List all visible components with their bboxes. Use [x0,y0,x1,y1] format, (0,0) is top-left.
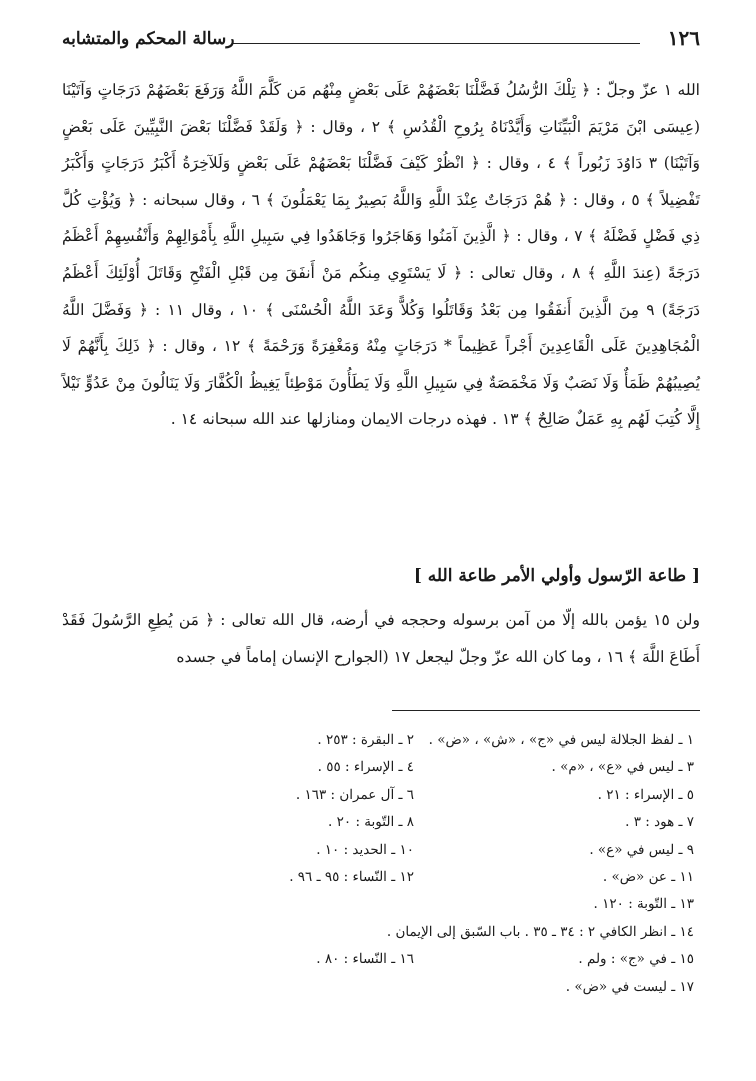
footnote [134,891,414,918]
footnote: ١٦ ـ النّساء : ٨٠ . [316,951,414,968]
section-heading: [ طاعة الرّسول وأولي الأمر طاعة الله ] [413,566,700,586]
footnote: ١٢ ـ النّساء : ٩٥ ـ ٩٦ . [289,868,414,885]
footnote [134,974,414,1001]
footnote: ٦ ـ آل عمران : ١٦٣ . [295,786,414,803]
page-number: ١٢٦ [667,26,700,50]
page-header [62,26,700,56]
footnote: ٨ ـ التّوبة : ٢٠ . [328,814,414,831]
footnote-row [134,782,694,809]
footnote-row [134,837,694,864]
main-paragraph: الله ١ عزّ وجلّ : ﴿ تِلْكَ الرُّسُلُ فَضَّلْنَا بَعْضَهُمْ عَلَى بَعْضٍ مِنْهُم مَن كَلَّمَ اللَّهُ وَرَفَعَ بَعْضَهُمْ دَرَجَاتٍ وَآتَيْنَا (عِيسَى ابْنَ مَرْيَمَ الْبَيِّنَاتِ وَأَيَّدْنَاهُ بِرُوحِ الْقُدُسِ ﴾ ٢ ، وقال : ﴿ وَلَقَدْ فَضَّلْنَا بَعْضَ النَّبِيِّينَ عَلَى بَعْضٍ وَآتَيْنَا) ٣ دَاوُدَ زَبُوراً ﴾ ٤ ، وقال : ﴿ انْظُرْ كَيْفَ فَضَّلْنَا بَعْضَهُمْ عَلَى بَعْضٍ وَلَلآخِرَةُ أَكْبَرُ دَرَجَاتٍ وَأَكْبَرُ تَفْضِيلاً ﴾ ٥ ، وقال : ﴿ هُمْ دَرَجَاتٌ عِنْدَ اللَّهِ وَاللَّهُ بَصِيرٌ بِمَا يَعْمَلُونَ ﴾ ٦ ، وقال سبحانه : ﴿ وَيُؤْتِ كُلَّ ذِي فَضْلٍ فَضْلَهُ ﴾ ٧ ، وقال : ﴿ الَّذِينَ آمَنُوا وَهَاجَرُوا وَجَاهَدُوا فِي سَبِيلِ اللَّهِ بِأَمْوَالِهِمْ وَأَنْفُسِهِمْ أَعْظَمُ دَرَجَةً (عِندَ اللَّهِ ﴾ ٨ ، وقال تعالى : ﴿ لَا يَسْتَوِي مِنكُم مَنْ أَنفَقَ مِن قَبْلِ الْفَتْحِ وَقَاتَلَ أُوْلَئِكَ أَعْظَمُ دَرَجَةً) ٩ مِنَ الَّذِينَ أَنفَقُوا مِن بَعْدُ وَقَاتَلُوا وَكُلاًّ وَعَدَ اللَّهُ الْحُسْنَى ﴾ ١٠ ، وقال ١١ : ﴿ وَفَضَّلَ اللَّهُ الْمُجَاهِدِينَ عَلَى الْقَاعِدِينَ أَجْراً عَظِيماً * دَرَجَاتٍ مِنْهُ وَمَغْفِرَةً وَرَحْمَةً ﴾ ١٢ ، وقال : ﴿ ذَلِكَ بِأَنَّهُمْ لَا يُصِيبُهُمْ ظَمَأٌ وَلَا نَصَبٌ وَلَا مَخْمَصَةٌ فِي سَبِيلِ اللَّهِ وَلَا يَطَأُونَ مَوْطِئاً يَغِيظُ الْكُفَّارَ وَلَا يَنَالُونَ مِنْ عَدُوٍّ نَيْلاً إِلَّا كُتِبَ لَهُم بِهِ عَمَلٌ صَالِحٌ ﴾ ١٣ . فهذه درجات الايمان ومنازلها عند الله سبحانه ١٤ . [62,81,701,429]
footnote-row [134,974,694,1001]
footnote: ٢ ـ البقرة : ٢٥٣ . [317,732,414,748]
footnote: ١٠ ـ الحديد : ١٠ . [316,841,414,858]
header-rule [232,43,640,44]
footnote-row [134,891,694,918]
footnote: ٧ ـ هود : ٣ . [625,814,694,831]
footnote: ١٥ ـ في «ج» : ولم . [578,951,694,968]
footnote-row [134,727,694,754]
footnote: ١ ـ لفظ الجلالة ليس في «ج» ، «ش» ، «ض» . [428,732,694,748]
footnote: ٣ ـ ليس في «ع» ، «م» . [551,759,694,776]
footnote-row [134,864,694,891]
footnote-row [134,946,694,973]
footnote: ٩ ـ ليس في «ع» . [589,841,694,858]
footnote-row [134,919,694,946]
footnote-rule [392,710,700,711]
footnote: ١٧ ـ ليست في «ض» . [565,978,694,995]
footnotes [134,727,694,1001]
footnote: ١٣ ـ التّوبة : ١٢٠ . [593,896,694,913]
running-title: رسالة المحكم والمتشابه [62,29,235,49]
section-paragraph: ولن ١٥ يؤمن بالله إلّا من آمن برسوله وحججه في أرضه، قال الله تعالى : ﴿ مَن يُطِعِ الرَّسُولَ فَقَدْ أَطَاعَ اللَّهَ ﴾ ١٦ ، وما كان الله عزّ وجلّ ليجعل ١٧ (الجوارح الإنسان إماماً في جسده [62,611,700,666]
footnote: ١٤ ـ انظر الكافي ٢ : ٣٤ ـ ٣٥ . باب السّبق إلى الإيمان . [386,923,694,940]
footnote-row [134,754,694,781]
footnote: ١١ ـ عن «ض» . [602,868,694,885]
footnote: ٥ ـ الإسراء : ٢١ . [597,786,694,803]
footnote-row [134,809,694,836]
footnote: ٤ ـ الإسراء : ٥٥ . [317,759,414,776]
